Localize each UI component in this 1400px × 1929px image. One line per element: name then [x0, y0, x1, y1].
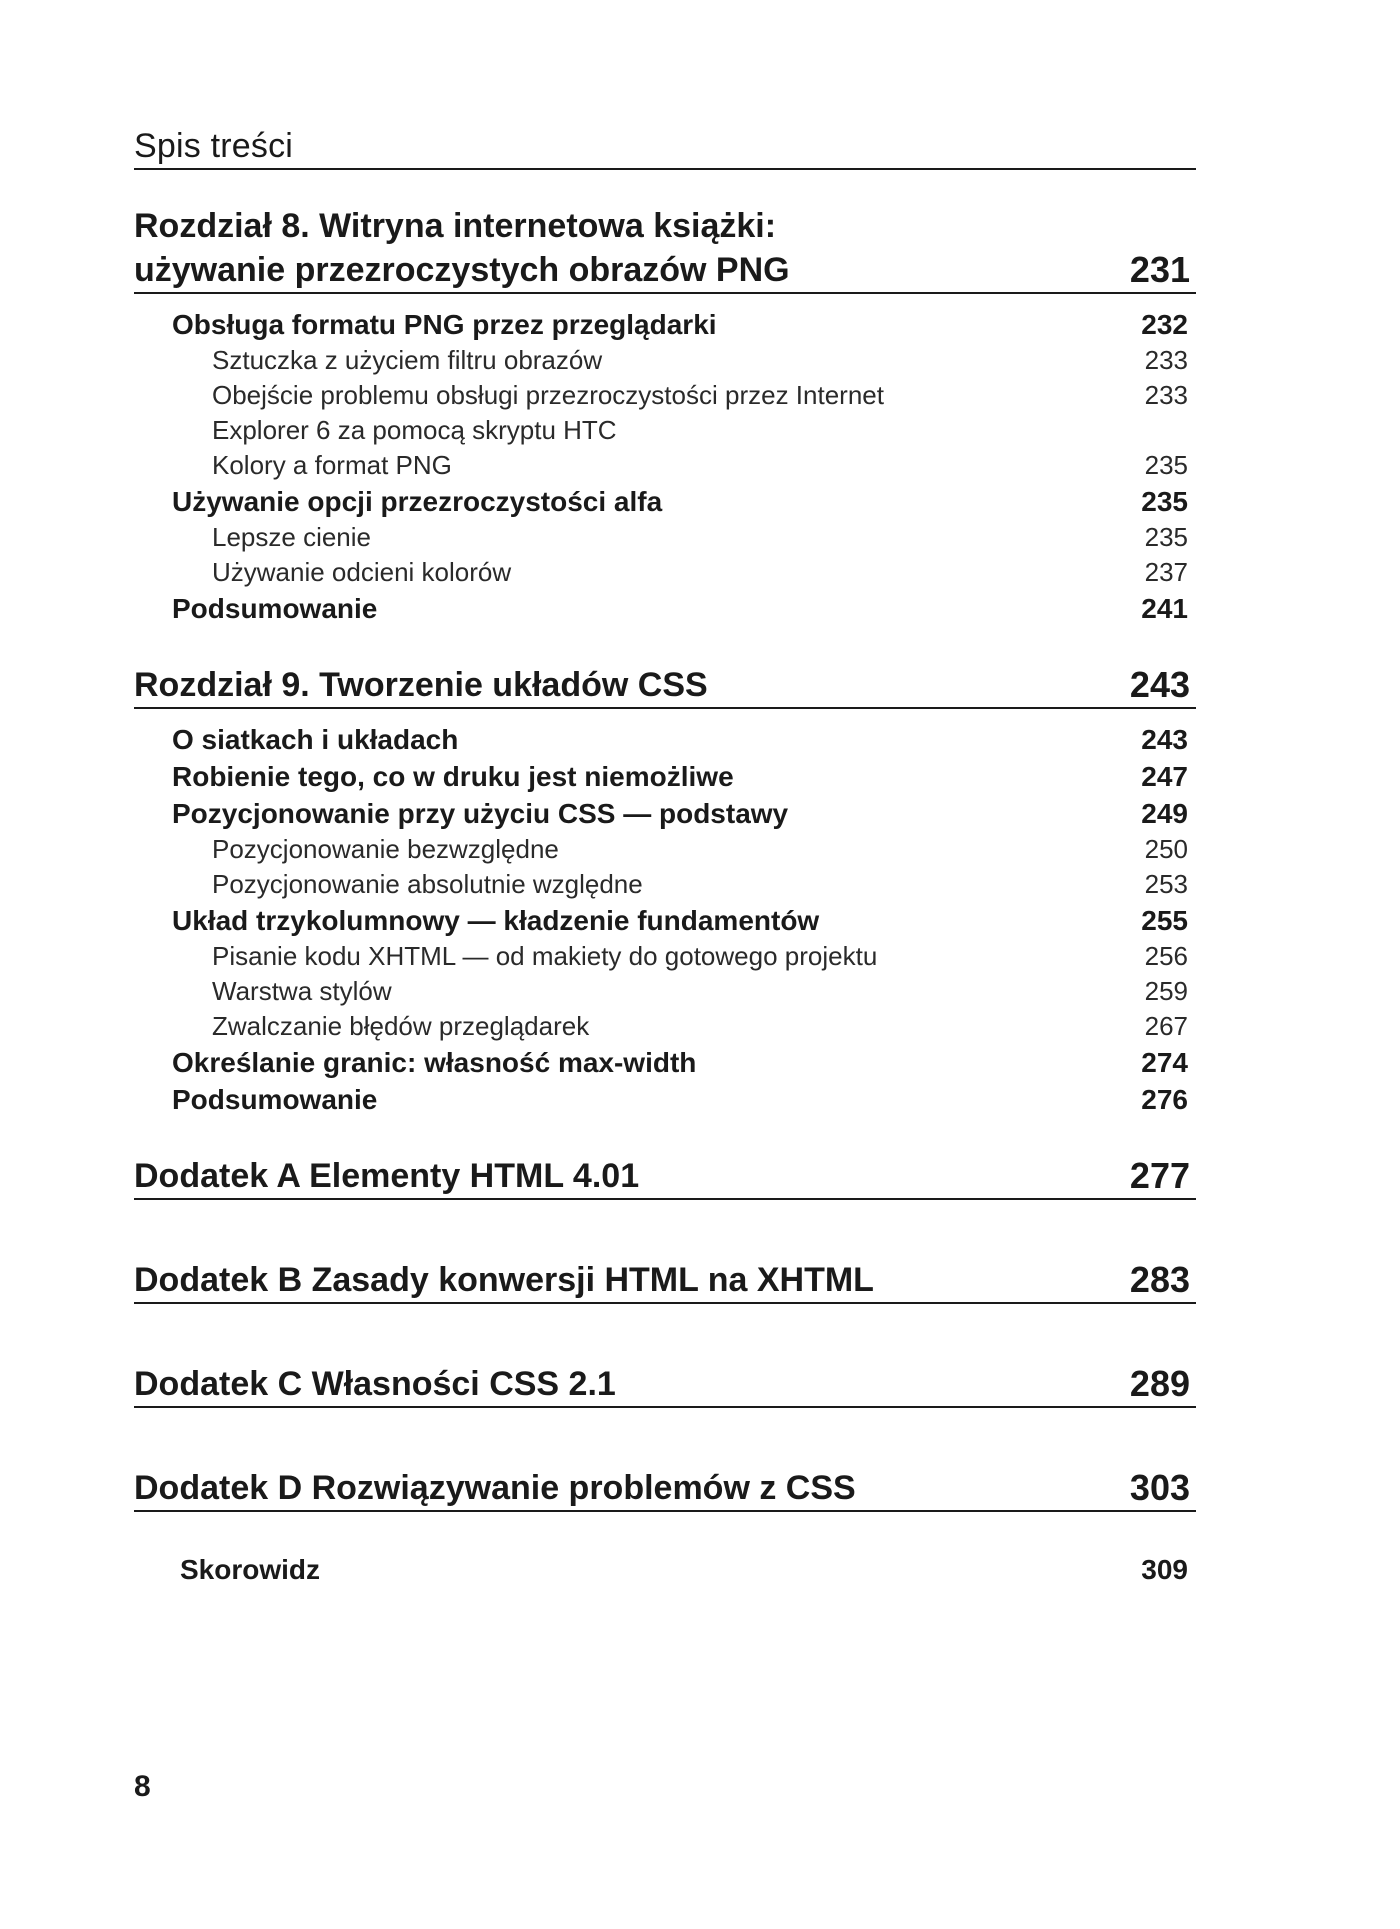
- chapter-spacer: [134, 627, 1196, 663]
- entry-page-number: 235: [1144, 522, 1188, 552]
- entry-title: [172, 721, 458, 758]
- chapter-title-line: używanie przezroczystych obrazów PNG: [134, 251, 790, 289]
- entry-title-line: Sztuczka z użyciem filtru obrazów: [212, 345, 603, 375]
- entry-page-number: 243: [1141, 724, 1188, 755]
- appendix-spacer: [134, 1200, 1196, 1258]
- appendix-heading[interactable]: [134, 1466, 1196, 1512]
- entry-title: [212, 867, 643, 902]
- entry-title: [212, 378, 884, 448]
- section-entry[interactable]: [134, 1044, 1196, 1081]
- subsection-entry[interactable]: [134, 867, 1196, 902]
- entry-title: [172, 1044, 696, 1081]
- subsection-entry[interactable]: [134, 974, 1196, 1009]
- chapter-page-number: 243: [1129, 664, 1190, 705]
- appendix-title-text: Dodatek C Własności CSS 2.1: [134, 1365, 616, 1403]
- entry-title-line: Pozycjonowanie bezwzględne: [212, 834, 559, 864]
- entry-title: [172, 902, 819, 939]
- entry-page-number: 255: [1141, 905, 1188, 936]
- entry-page-number: 232: [1141, 309, 1188, 340]
- entry-page-number: 259: [1144, 976, 1188, 1006]
- section-entry[interactable]: [134, 1081, 1196, 1118]
- table-of-contents: [134, 204, 1196, 1588]
- entry-page-number: 237: [1144, 557, 1188, 587]
- entry-title-line: Zwalczanie błędów przeglądarek: [212, 1011, 590, 1041]
- entry-title-line: Podsumowanie: [172, 593, 378, 624]
- section-entry[interactable]: [134, 902, 1196, 939]
- entry-title-line: Warstwa stylów: [212, 976, 392, 1006]
- section-entry[interactable]: [134, 483, 1196, 520]
- subsection-entry[interactable]: [134, 378, 1196, 448]
- appendix-heading[interactable]: [134, 1154, 1196, 1200]
- chapter-section: [134, 663, 1196, 1118]
- entry-page-number: 267: [1144, 1011, 1188, 1041]
- appendix-heading[interactable]: [134, 1258, 1196, 1304]
- section-entry[interactable]: [134, 721, 1196, 758]
- subsection-entry[interactable]: [134, 555, 1196, 590]
- section-entry[interactable]: [134, 758, 1196, 795]
- entry-title: [212, 939, 877, 974]
- entry-title: [212, 520, 371, 555]
- chapter-title-line: Rozdział 9. Tworzenie układów CSS: [134, 666, 708, 704]
- entry-page-number: 249: [1141, 798, 1188, 829]
- entry-title-line: O siatkach i układach: [172, 724, 459, 755]
- subsection-entry[interactable]: [134, 343, 1196, 378]
- entry-page-number: 233: [1144, 380, 1188, 410]
- entry-title: [212, 832, 559, 867]
- subsection-entry[interactable]: [134, 1009, 1196, 1044]
- entry-title: [172, 758, 734, 795]
- entry-title: [212, 343, 602, 378]
- appendix-title-text: Dodatek D Rozwiązywanie problemów z CSS: [134, 1469, 856, 1507]
- entry-title: [172, 483, 662, 520]
- entry-title: [212, 974, 392, 1009]
- appendix-title: [134, 1466, 856, 1510]
- entry-title-line: Układ trzykolumnowy — kładzenie fundamentów: [172, 905, 820, 936]
- appendix-title: [134, 1362, 616, 1406]
- subsection-entry[interactable]: [134, 520, 1196, 555]
- subsection-entry[interactable]: [134, 448, 1196, 483]
- entry-page-number: 250: [1144, 834, 1188, 864]
- entry-page-number: 235: [1144, 450, 1188, 480]
- index-page-number: 309: [1141, 1554, 1188, 1585]
- entry-title: [172, 795, 788, 832]
- appendix-heading[interactable]: [134, 1362, 1196, 1408]
- appendix-title: [134, 1258, 874, 1302]
- chapter-title: [134, 663, 708, 707]
- chapter-section: [134, 204, 1196, 627]
- section-entry[interactable]: [134, 306, 1196, 343]
- entry-title-line: Obejście problemu obsługi przezroczystości przez Internet: [212, 380, 884, 410]
- entry-title-line: Pozycjonowanie przy użyciu CSS — podstawy: [172, 798, 789, 829]
- index-entry[interactable]: [134, 1552, 1196, 1588]
- entry-title: [212, 448, 452, 483]
- chapter-page-number: 231: [1129, 249, 1190, 290]
- entry-page-number: 274: [1141, 1047, 1188, 1078]
- chapter-heading[interactable]: [134, 663, 1196, 709]
- entry-page-number: 256: [1144, 941, 1188, 971]
- appendix-title-text: Dodatek B Zasady konwersji HTML na XHTML: [134, 1261, 874, 1299]
- appendix-spacer: [134, 1304, 1196, 1362]
- entry-title: [212, 1009, 589, 1044]
- entry-title-line: Robienie tego, co w druku jest niemożliwe: [172, 761, 734, 792]
- chapter-title-line: Rozdział 8. Witryna internetowa książki:: [134, 207, 777, 245]
- entry-title-line: Używanie opcji przezroczystości alfa: [172, 486, 663, 517]
- entry-title-line: Podsumowanie: [172, 1084, 378, 1115]
- entry-title-line: Pozycjonowanie absolutnie względne: [212, 869, 643, 899]
- chapter-entries: [134, 306, 1196, 627]
- appendix-title: [134, 1154, 639, 1198]
- entry-title: [212, 555, 511, 590]
- entry-page-number: 241: [1141, 593, 1188, 624]
- running-head: Spis treści: [134, 126, 1196, 170]
- chapter-entries: [134, 721, 1196, 1118]
- index-title: Skorowidz: [180, 1554, 321, 1585]
- appendix-spacer: [134, 1408, 1196, 1466]
- section-entry[interactable]: [134, 795, 1196, 832]
- entry-page-number: 276: [1141, 1084, 1188, 1115]
- toc-page: [134, 0, 1196, 1929]
- entry-title: [172, 1081, 377, 1118]
- appendix-page-number: 283: [1129, 1259, 1190, 1300]
- entry-page-number: 247: [1141, 761, 1188, 792]
- appendix-title-text: Dodatek A Elementy HTML 4.01: [134, 1157, 640, 1195]
- entry-page-number: 253: [1144, 869, 1188, 899]
- chapter-title: [134, 204, 790, 292]
- section-entry[interactable]: [134, 590, 1196, 627]
- entry-title-line: Obsługa formatu PNG przez przeglądarki: [172, 309, 717, 340]
- entry-title: [172, 306, 717, 343]
- appendix-spacer: [134, 1118, 1196, 1154]
- entry-title-line: Explorer 6 za pomocą skryptu HTC: [212, 415, 617, 445]
- entry-title-line: Określanie granic: własność max-width: [172, 1047, 697, 1078]
- appendix-page-number: 277: [1129, 1155, 1190, 1196]
- entry-title-line: Kolory a format PNG: [212, 450, 452, 480]
- appendix-page-number: 303: [1129, 1467, 1190, 1508]
- entry-title: [172, 590, 377, 627]
- subsection-entry[interactable]: [134, 832, 1196, 867]
- chapter-heading[interactable]: [134, 204, 1196, 294]
- entry-title-line: Pisanie kodu XHTML — od makiety do gotowego projektu: [212, 941, 878, 971]
- entry-title-line: Lepsze cienie: [212, 522, 371, 552]
- appendix-page-number: 289: [1129, 1363, 1190, 1404]
- entry-page-number: 233: [1144, 345, 1188, 375]
- entry-title-line: Używanie odcieni kolorów: [212, 557, 512, 587]
- subsection-entry[interactable]: [134, 939, 1196, 974]
- entry-page-number: 235: [1141, 486, 1188, 517]
- page-number: 8: [134, 1770, 151, 1803]
